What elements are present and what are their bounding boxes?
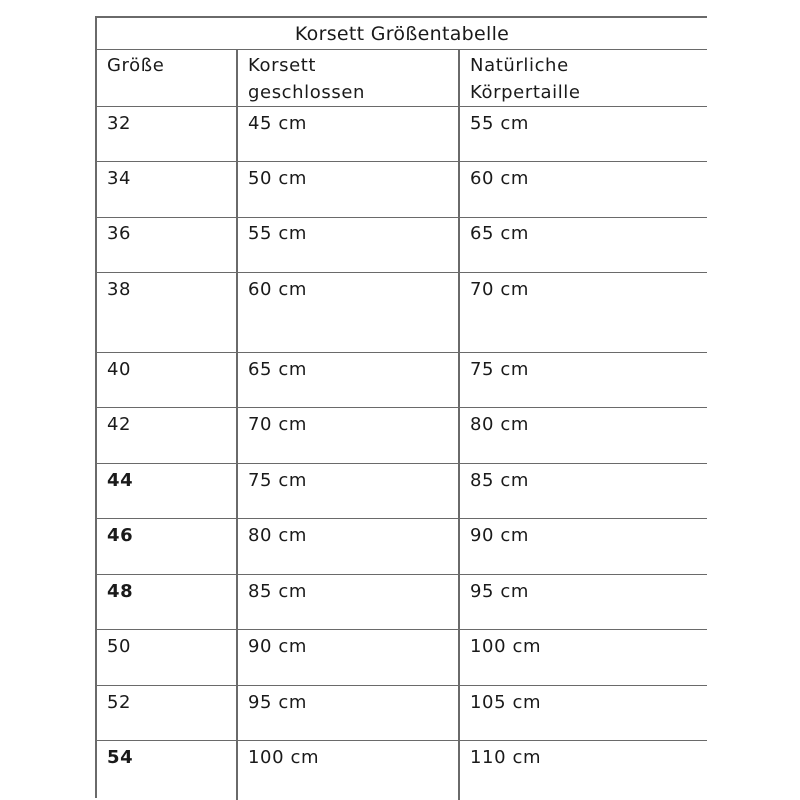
size-table: [95, 16, 707, 798]
waist-value: 80 cm: [470, 414, 530, 435]
waist-value: 95 cm: [470, 581, 530, 602]
row-divider: [97, 463, 707, 464]
waist-value: 65 cm: [470, 223, 530, 244]
size-value: 38: [107, 279, 132, 300]
size-value: 40: [107, 359, 132, 380]
row-divider: [97, 574, 707, 575]
waist-value: 105 cm: [470, 692, 542, 713]
size-value: 42: [107, 414, 132, 435]
waist-value: 70 cm: [470, 279, 530, 300]
closed-value: 80 cm: [248, 525, 308, 546]
waist-value: 100 cm: [470, 636, 542, 657]
waist-value: 75 cm: [470, 359, 530, 380]
row-divider: [97, 106, 707, 107]
header-closed-line1: Korsett: [248, 55, 317, 76]
table-title: Korsett Größentabelle: [97, 18, 707, 50]
waist-value: 55 cm: [470, 113, 530, 134]
closed-value: 100 cm: [248, 747, 320, 768]
closed-value: 70 cm: [248, 414, 308, 435]
row-divider: [97, 407, 707, 408]
row-divider: [97, 685, 707, 686]
size-value: 54: [107, 747, 134, 768]
closed-value: 55 cm: [248, 223, 308, 244]
header-waist-line2: Körpertaille: [470, 82, 581, 103]
closed-value: 50 cm: [248, 168, 308, 189]
size-value: 32: [107, 113, 132, 134]
closed-value: 90 cm: [248, 636, 308, 657]
waist-value: 90 cm: [470, 525, 530, 546]
size-value: 48: [107, 581, 134, 602]
closed-value: 60 cm: [248, 279, 308, 300]
closed-value: 95 cm: [248, 692, 308, 713]
waist-value: 60 cm: [470, 168, 530, 189]
closed-value: 85 cm: [248, 581, 308, 602]
waist-value: 110 cm: [470, 747, 542, 768]
size-value: 52: [107, 692, 132, 713]
size-value: 36: [107, 223, 132, 244]
row-divider: [97, 272, 707, 273]
size-value: 46: [107, 525, 134, 546]
row-divider: [97, 217, 707, 218]
size-value: 34: [107, 168, 132, 189]
header-closed-line2: geschlossen: [248, 82, 366, 103]
closed-value: 45 cm: [248, 113, 308, 134]
row-divider: [97, 518, 707, 519]
header-size: Größe: [107, 55, 165, 76]
size-value: 44: [107, 470, 134, 491]
closed-value: 65 cm: [248, 359, 308, 380]
row-divider: [97, 740, 707, 741]
closed-value: 75 cm: [248, 470, 308, 491]
row-divider: [97, 629, 707, 630]
row-divider: [97, 161, 707, 162]
size-value: 50: [107, 636, 132, 657]
header-waist-line1: Natürliche: [470, 55, 569, 76]
waist-value: 85 cm: [470, 470, 530, 491]
row-divider: [97, 352, 707, 353]
